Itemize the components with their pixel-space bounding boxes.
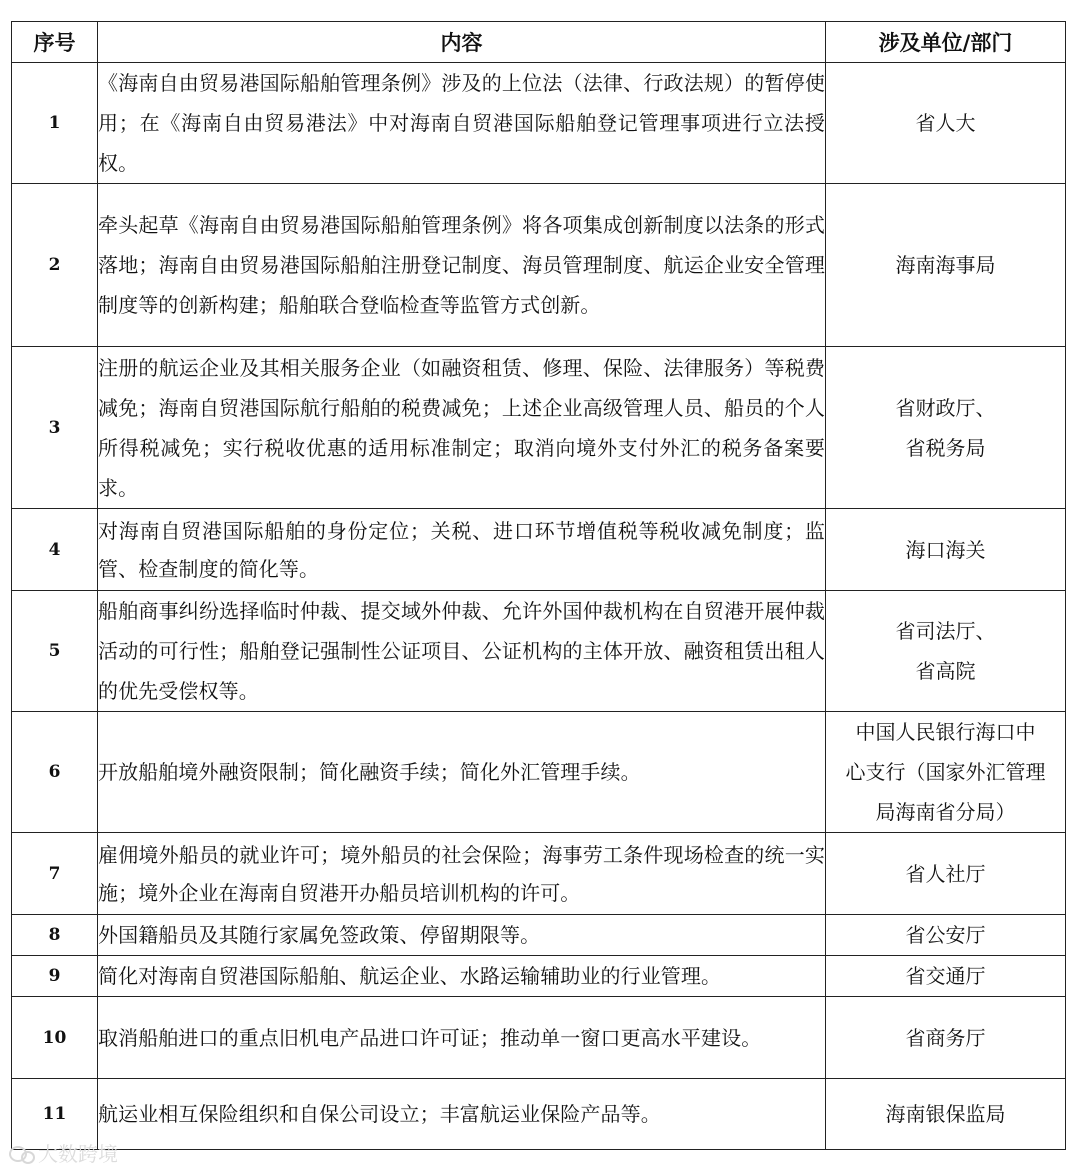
row-content: 《海南自由贸易港国际船舶管理条例》涉及的上位法（法律、行政法规）的暂停使用；在《海南自由贸易港法》中对海南自贸港国际船舶登记管理事项进行立法授权。: [98, 63, 826, 184]
table-row: [12, 184, 1066, 347]
table-row: [12, 63, 1066, 184]
row-seq: 10: [12, 997, 98, 1079]
unit-line: 海南银保监局: [885, 1102, 1006, 1126]
row-unit: [826, 956, 1066, 997]
table-row: [12, 347, 1066, 509]
unit-line: 海南海事局: [895, 253, 996, 277]
watermark: [8, 1138, 118, 1167]
row-content: 牵头起草《海南自由贸易港国际船舶管理条例》将各项集成创新制度以法条的形式落地；海南自由贸易港国际船舶注册登记制度、海员管理制度、航运企业安全管理制度等的创新构建；船舶联合登临检查等监管方式创新。: [98, 184, 826, 347]
row-content: 开放船舶境外融资限制；简化融资手续；简化外汇管理手续。: [98, 712, 826, 833]
unit-line: 省商务厅: [905, 1025, 986, 1050]
row-content: 注册的航运企业及其相关服务企业（如融资租赁、修理、保险、法律服务）等税费减免；海南自贸港国际航行船舶的税费减免；上述企业高级管理人员、船员的个人所得税减免；实行税收优惠的适用标准制定；取消向境外支付外汇的税务备案要求。: [98, 347, 826, 509]
table-row: [12, 712, 1066, 833]
row-content: 简化对海南自贸港国际船舶、航运企业、水路运输辅助业的行业管理。: [98, 956, 826, 997]
unit-line: 海口海关: [905, 537, 986, 562]
table-row: [12, 956, 1066, 997]
row-seq: 7: [12, 833, 98, 915]
row-seq: 8: [12, 915, 98, 956]
unit-line: 省税务局: [905, 435, 986, 460]
unit-line: 省司法厅、: [895, 619, 996, 643]
row-unit: [826, 712, 1066, 833]
row-unit: [826, 997, 1066, 1079]
table-row: [12, 591, 1066, 712]
table-row: [12, 833, 1066, 915]
unit-line: 省高院: [915, 659, 976, 683]
row-seq: 3: [12, 347, 98, 509]
policy-table: [11, 21, 1066, 1150]
row-seq: 1: [12, 63, 98, 184]
header-unit: 涉及单位/部门: [826, 22, 1066, 63]
unit-line: 省人大: [915, 111, 976, 135]
unit-line: 省公安厅: [905, 923, 986, 947]
unit-line: 局海南省分局）: [875, 800, 1016, 824]
row-unit: [826, 63, 1066, 184]
row-seq: 5: [12, 591, 98, 712]
row-unit: [826, 833, 1066, 915]
unit-line: 省人社厅: [905, 861, 986, 886]
row-unit: [826, 184, 1066, 347]
row-unit: [826, 509, 1066, 591]
row-unit: [826, 347, 1066, 509]
row-unit: [826, 591, 1066, 712]
row-seq: 6: [12, 712, 98, 833]
row-seq: 4: [12, 509, 98, 591]
row-content: 对海南自贸港国际船舶的身份定位；关税、进口环节增值税等税收减免制度；监管、检查制度的简化等。: [98, 509, 826, 591]
table-row: [12, 915, 1066, 956]
row-seq: 11: [12, 1079, 98, 1150]
table-row: [12, 509, 1066, 591]
row-content: 外国籍船员及其随行家属免签政策、停留期限等。: [98, 915, 826, 956]
table-header-row: [12, 22, 1066, 63]
weibo-icon: [8, 1142, 34, 1164]
unit-line: 省财政厅、: [895, 395, 996, 420]
header-seq: 序号: [12, 22, 98, 63]
row-content: 船舶商事纠纷选择临时仲裁、提交域外仲裁、允许外国仲裁机构在自贸港开展仲裁活动的可行性；船舶登记强制性公证项目、公证机构的主体开放、融资租赁出租人的优先受偿权等。: [98, 591, 826, 712]
row-unit: [826, 1079, 1066, 1150]
row-seq: 2: [12, 184, 98, 347]
unit-line: 心支行（国家外汇管理: [845, 760, 1046, 784]
row-seq: 9: [12, 956, 98, 997]
unit-line: 省交通厅: [905, 964, 986, 988]
unit-line: 中国人民银行海口中: [855, 720, 1036, 744]
row-content: 雇佣境外船员的就业许可；境外船员的社会保险；海事劳工条件现场检查的统一实施；境外企业在海南自贸港开办船员培训机构的许可。: [98, 833, 826, 915]
header-content: 内容: [98, 22, 826, 63]
row-content: 航运业相互保险组织和自保公司设立；丰富航运业保险产品等。: [98, 1079, 826, 1150]
table-row: [12, 1079, 1066, 1150]
row-content: 取消船舶进口的重点旧机电产品进口许可证；推动单一窗口更高水平建设。: [98, 997, 826, 1079]
row-unit: [826, 915, 1066, 956]
watermark-text: 大数跨境: [38, 1142, 118, 1166]
table-row: [12, 997, 1066, 1079]
